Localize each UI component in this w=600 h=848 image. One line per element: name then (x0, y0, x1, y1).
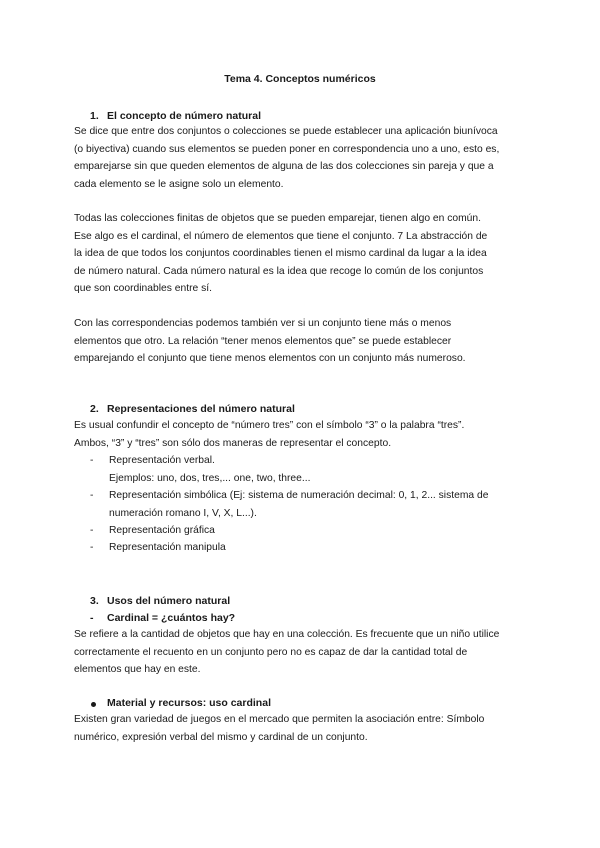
cardinal-subheading: Cardinal = ¿cuántos hay? (107, 612, 236, 624)
text-line: Existen gran variedad de juegos en el mercado que permiten la asociación entre: Símbolo (74, 714, 485, 725)
text-line: numérico, expresión verbal del mismo y cardinal de un conjunto. (74, 731, 368, 743)
dash-marker: - (90, 455, 94, 466)
section-1-title: El concepto de número natural (107, 110, 262, 122)
dash-marker: - (90, 612, 94, 624)
text-line: que son coordinables entre sí. (74, 283, 212, 295)
material-subheading: Material y recursos: uso cardinal (107, 697, 271, 709)
text-line: Se refiere a la cantidad de objetos que hay en una colección. Es frecuente que un niño utilice (74, 629, 500, 640)
section-1-number: 1. (90, 110, 99, 122)
text-line: Ambos, “3” y “tres” son sólo dos maneras de representar el concepto. (74, 437, 392, 449)
list-item: Representación manipula (109, 542, 226, 553)
list-item: Representación simbólica (Ej: sistema de numeración decimal: 0, 1, 2... sistema de (109, 490, 489, 501)
section-3-paragraph-1 (74, 626, 529, 679)
text-line: de número natural. Cada número natural es la idea que recoge lo común de los conjuntos (74, 265, 484, 277)
text-line: la idea de que todos los conjuntos coordinables tienen el mismo cardinal da lugar a la idea (74, 248, 487, 260)
section-3-title: Usos del número natural (107, 595, 231, 607)
section-1-paragraph-3 (74, 315, 529, 368)
text-line: cada elemento se le asigne solo un elemento. (74, 178, 284, 190)
document-title: Tema 4. Conceptos numéricos (224, 73, 376, 85)
text-line: Es usual confundir el concepto de “número tres” con el símbolo “3” o la palabra “tres”. (74, 420, 465, 431)
list-item-continuation: numeración romano I, V, X, L...). (109, 508, 257, 519)
section-1-paragraph-2 (74, 210, 529, 298)
bullet-dot-icon (91, 702, 96, 707)
text-line: Se dice que entre dos conjuntos o colecciones se puede establecer una aplicación biunívoca (74, 126, 498, 137)
section-3-number: 3. (90, 595, 99, 607)
text-line: Todas las colecciones finitas de objetos que se pueden emparejar, tienen algo en común. (74, 213, 481, 224)
text-line: Ese algo es el cardinal, el número de elementos que tiene el conjunto. 7 La abstracción de (74, 230, 488, 242)
text-line: elementos que otro. La relación “tener menos elementos que” se puede establecer (74, 335, 452, 347)
section-3-paragraph-2 (74, 711, 529, 746)
text-line: (o biyectiva) cuando sus elementos se pueden poner en correspondencia uno a uno, esto es, (74, 143, 500, 155)
list-item: Representación gráfica (109, 525, 215, 536)
dash-marker: - (90, 525, 94, 536)
text-line: emparejando el conjunto que tiene menos elementos con un conjunto más numeroso. (74, 353, 466, 365)
text-line: emparejarse sin que queden elementos de alguna de las dos colecciones sin pareja y que a (74, 161, 494, 173)
section-2-intro (74, 417, 529, 452)
dash-marker: - (90, 542, 94, 553)
list-item-continuation: Ejemplos: uno, dos, tres,... one, two, three... (109, 473, 311, 484)
text-line: correctamente el recuento en un conjunto pero no es capaz de dar la cantidad total de (74, 646, 468, 658)
dash-marker: - (90, 490, 94, 501)
section-2-title: Representaciones del número natural (107, 403, 295, 415)
text-line: Con las correspondencias podemos también ver si un conjunto tiene más o menos (74, 318, 452, 329)
text-line: elementos que hay en este. (74, 664, 201, 676)
section-1-paragraph-1 (74, 123, 529, 193)
list-item: Representación verbal. (109, 455, 215, 466)
section-2-number: 2. (90, 403, 99, 415)
